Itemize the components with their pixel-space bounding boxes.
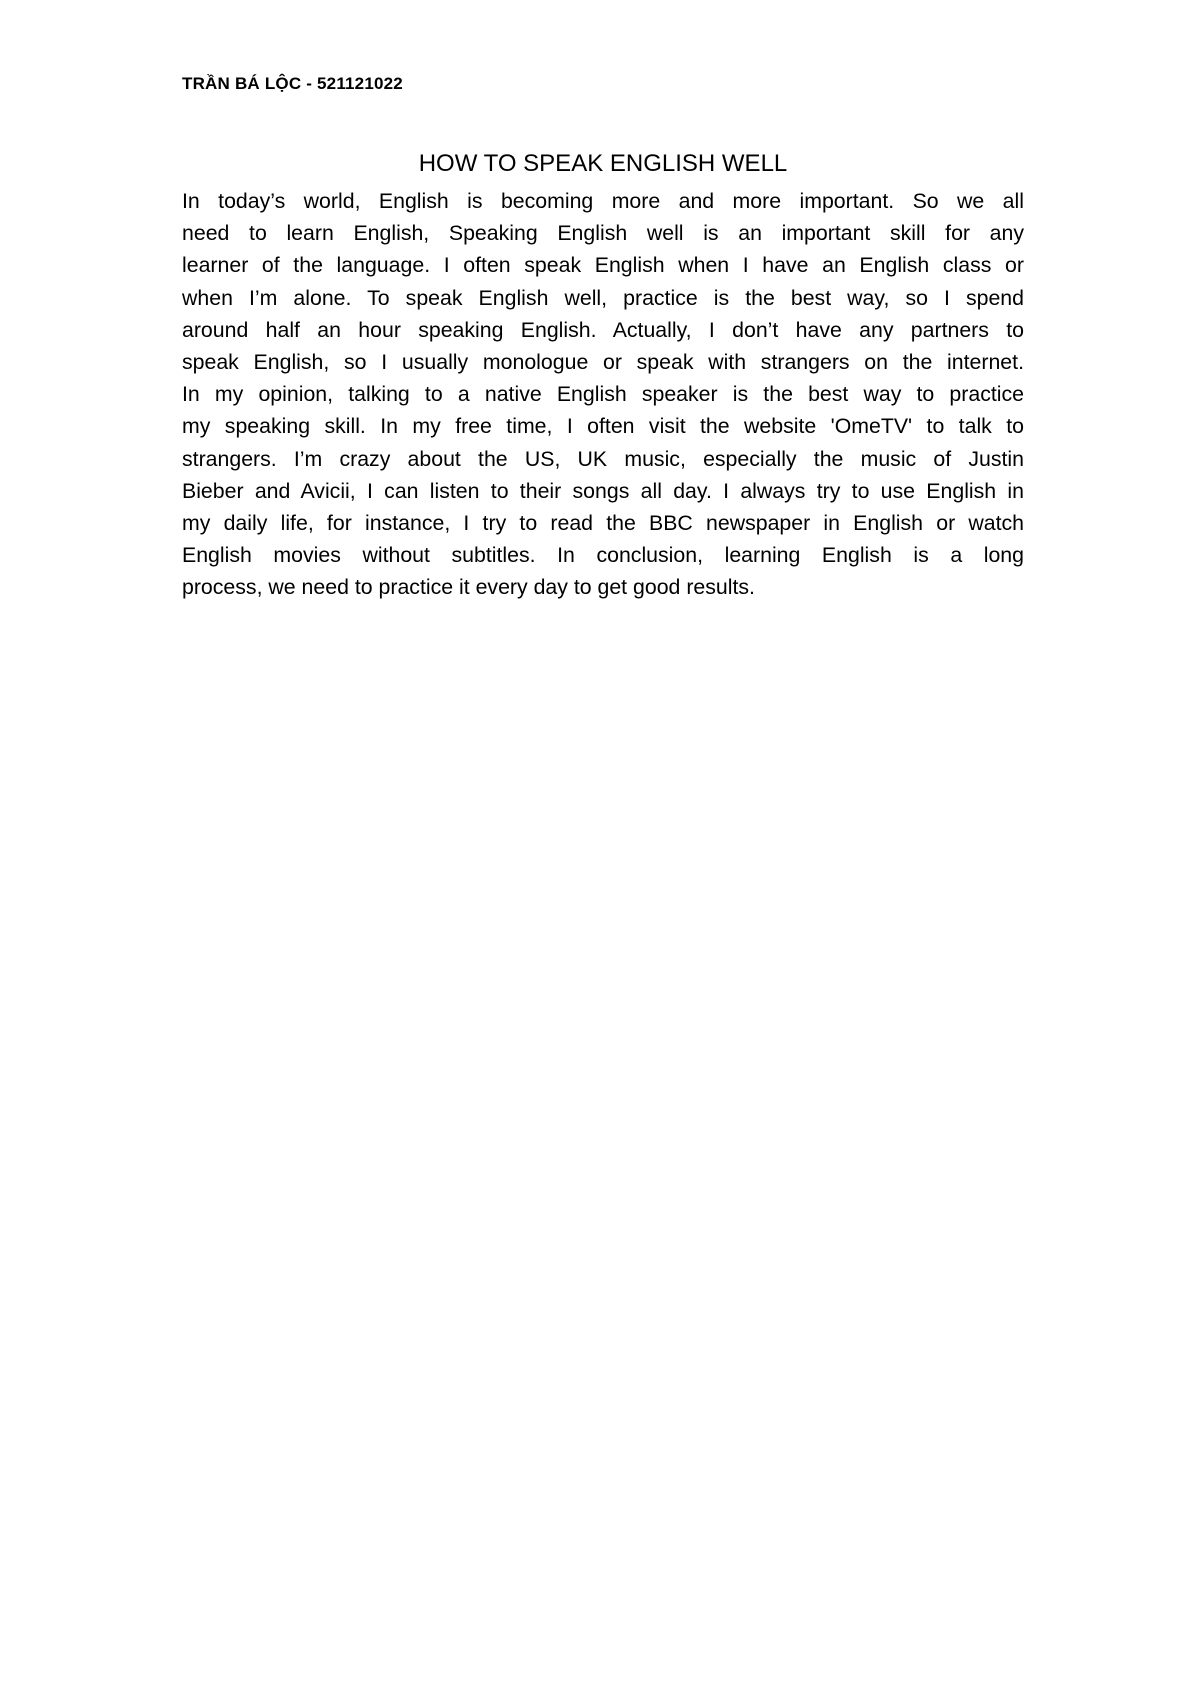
paragraph-line: English movies without subtitles. In conclusion, learning English is a long	[182, 543, 1024, 568]
paragraph-line: In my opinion, talking to a native English speaker is the best way to practice	[182, 382, 1024, 407]
paragraph-line: speak English, so I usually monologue or speak with strangers on the internet.	[182, 349, 1024, 374]
paragraph-line: strangers. I’m crazy about the US, UK music, especially the music of Justin	[182, 446, 1024, 471]
document-title: HOW TO SPEAK ENGLISH WELL	[418, 150, 788, 177]
paragraph-line: need to learn English, Speaking English well is an important skill for any	[182, 221, 1024, 246]
paragraph-line: my speaking skill. In my free time, I often visit the website 'OmeTV' to talk to	[182, 414, 1024, 439]
paragraph-line: process, we need to practice it every day to get good results.	[182, 575, 755, 600]
paragraph-line: In today’s world, English is becoming more and more important. So we all	[182, 189, 1024, 213]
paragraph-line: when I’m alone. To speak English well, practice is the best way, so I spend	[182, 285, 1024, 310]
paragraph-line: my daily life, for instance, I try to read the BBC newspaper in English or watch	[182, 510, 1024, 535]
body-paragraph	[182, 185, 1024, 603]
paragraph-line: Bieber and Avicii, I can listen to their songs all day. I always try to use English in	[182, 478, 1024, 503]
author-line: TRẦN BÁ LỘC - 521121022	[182, 74, 403, 93]
paragraph-line: around half an hour speaking English. Actually, I don’t have any partners to	[182, 317, 1024, 342]
paragraph-line: learner of the language. I often speak English when I have an English class or	[182, 253, 1024, 278]
